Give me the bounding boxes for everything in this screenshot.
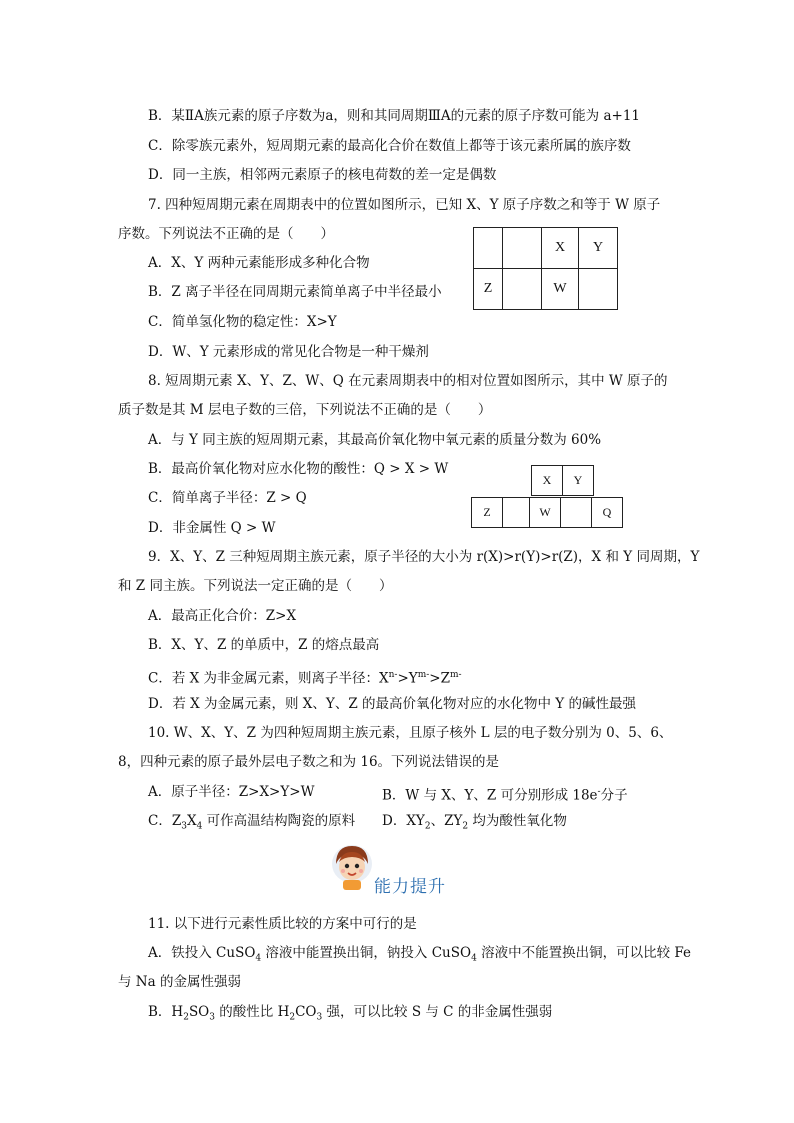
q7-periodic-table xyxy=(473,227,618,310)
q8-cell-x: X xyxy=(532,466,563,496)
q10-option-b: B．W 与 X、Y、Z 可分别形成 18e-分子 xyxy=(382,787,628,804)
q10-option-a: A．原子半径：Z>X>Y>W xyxy=(148,784,315,800)
q8-option-c: C．简单离子半径：Z > Q xyxy=(148,490,307,506)
q11-option-b: B．$H_2SO_3$ 的酸性比 $H_2CO_3$ 强，可以比较 S 与 C 的非金属性强弱 xyxy=(148,1004,553,1023)
student-avatar-icon xyxy=(330,842,374,892)
q8-cell-w: W xyxy=(530,498,561,528)
q6-option-c: C．除零族元素外，短周期元素的最高化合价在数值上都等于该元素所属的族序数 xyxy=(148,138,631,154)
q8-cell-q: Q xyxy=(592,498,623,528)
q7-cell xyxy=(503,228,542,269)
q8-table-bottom-row xyxy=(471,497,623,528)
q7-cell-y: Y xyxy=(579,228,618,269)
q8-stem-line1: 8. 短周期元素 X、Y、Z、W、Q 在元素周期表中的相对位置如图所示，其中 W 原子的 xyxy=(148,373,668,389)
q8-table-top-row xyxy=(531,465,594,496)
q7-option-c: C．简单氢化物的稳定性：X>Y xyxy=(148,314,337,330)
q7-option-b: B．Z 离子半径在同周期元素简单离子中半径最小 xyxy=(148,284,442,300)
q7-option-d: D．W、Y 元素形成的常见化合物是一种干燥剂 xyxy=(148,344,429,360)
q11-stem: 11. 以下进行元素性质比较的方案中可行的是 xyxy=(148,916,417,932)
q8-option-d: D．非金属性 Q > W xyxy=(148,520,276,536)
q9-stem-line1: 9．X、Y、Z 三种短周期主族元素，原子半径的大小为 r(X)>r(Y)>r(Z)，X 和 Y 同周期，Y xyxy=(148,549,700,565)
q7-stem-line1: 7. 四种短周期元素在周期表中的位置如图所示，已知 X、Y 原子序数之和等于 W 原子 xyxy=(148,197,661,213)
q6-option-d: D．同一主族，相邻两元素原子的核电荷数的差一定是偶数 xyxy=(148,167,497,183)
q10-option-c: C．$Z_3X_4$ 可作高温结构陶瓷的原料 xyxy=(148,813,356,832)
q11-option-a-line2: 与 Na 的金属性强弱 xyxy=(118,974,241,990)
q8-option-a: A．与 Y 同主族的短周期元素，其最高价氧化物中氧元素的质量分数为 60% xyxy=(148,432,602,448)
q7-option-a: A．X、Y 两种元素能形成多种化合物 xyxy=(148,255,370,271)
q7-cell-z: Z xyxy=(474,269,503,310)
q10-option-d: D．$XY_2$、$ZY_2$ 均为酸性氧化物 xyxy=(382,813,567,832)
q9-option-d: D．若 X 为金属元素，则 X、Y、Z 的最高价氧化物对应的水化物中 Y 的碱性最强 xyxy=(148,696,636,712)
q9-stem-line2: 和 Z 同主族。下列说法一定正确的是（ ） xyxy=(118,578,393,594)
q7-stem-line2: 序数。下列说法不正确的是（ ） xyxy=(118,226,334,242)
q7-cell xyxy=(474,228,503,269)
q8-stem-line2: 质子数是其 M 层电子数的三倍，下列说法不正确的是（ ） xyxy=(118,402,492,418)
section-title: 能力提升 xyxy=(374,877,446,897)
q7-cell-x: X xyxy=(542,228,579,269)
q9-option-a: A．最高正化合价：Z>X xyxy=(148,608,297,624)
q11-option-a-line1: A．铁投入 CuSO$_4$ 溶液中能置换出铜，钠投入 CuSO$_4$ 溶液中不能置换出铜，可以比较 Fe xyxy=(148,945,691,964)
q8-cell xyxy=(503,498,530,528)
q7-cell xyxy=(503,269,542,310)
q9-option-c: C．若 X 为非金属元素，则离子半径：$X^{n-}>Y^{m-}>Z^{m-}$ xyxy=(148,670,462,687)
q6-option-b: B．某ⅡA族元素的原子序数为a，则和其同周期ⅢA的元素的原子序数可能为 a+11 xyxy=(148,108,640,124)
q10-stem-line2: 8，四种元素的原子最外层电子数之和为 16。下列说法错误的是 xyxy=(118,754,500,770)
q8-option-b: B．最高价氧化物对应水化物的酸性：Q > X > W xyxy=(148,461,449,477)
q10-stem-line1: 10. W、X、Y、Z 为四种短周期主族元素，且原子核外 L 层的电子数分别为 0、5、6、 xyxy=(148,725,673,741)
q8-cell-z: Z xyxy=(472,498,503,528)
q8-cell xyxy=(561,498,592,528)
q7-cell-w: W xyxy=(542,269,579,310)
q7-cell xyxy=(579,269,618,310)
q9-option-b: B．X、Y、Z 的单质中，Z 的熔点最高 xyxy=(148,637,380,653)
q8-cell-y: Y xyxy=(563,466,594,496)
